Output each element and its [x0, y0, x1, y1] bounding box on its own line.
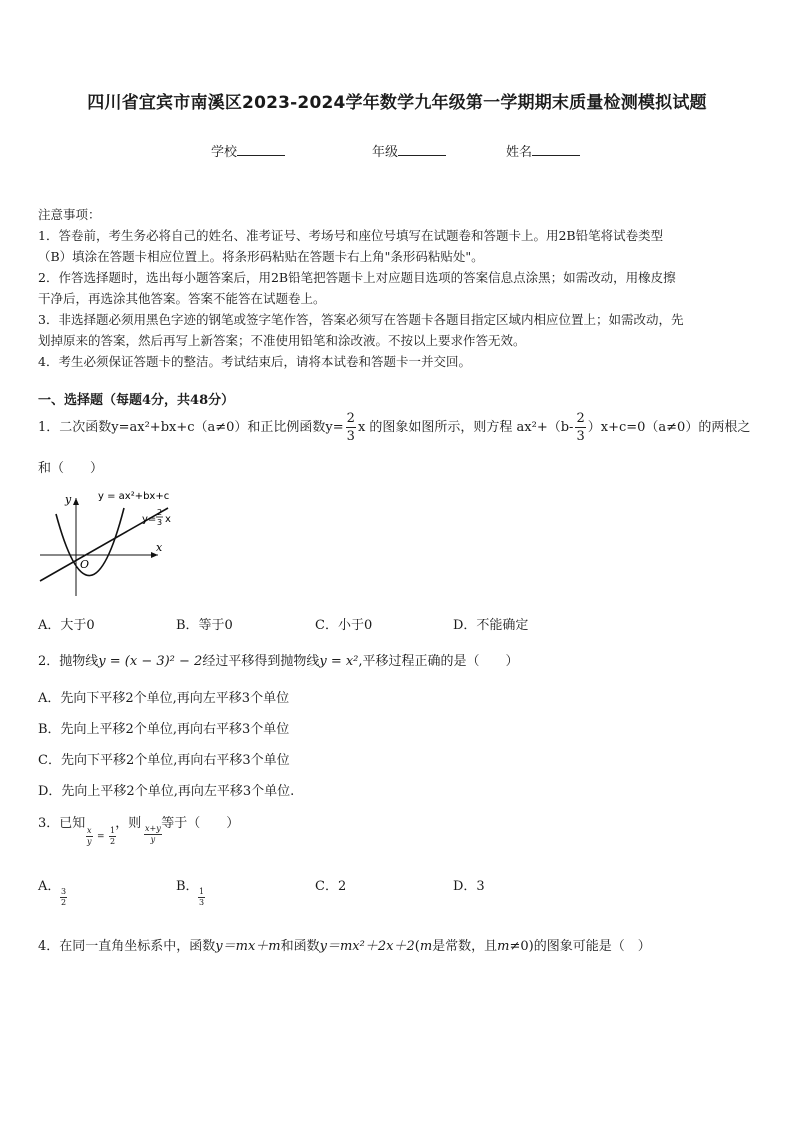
name-field: [506, 141, 580, 160]
q3-given-fraction-right: [109, 827, 116, 846]
question-1-stem-line2: 和（ ）: [38, 461, 104, 476]
fraction-numerator: 1: [110, 826, 116, 835]
page-title: 四川省宜宾市南溪区2023-2024学年数学九年级第一学期期末质量检测模拟试题: [87, 93, 707, 113]
fraction-numerator: 1: [199, 887, 205, 896]
option-label: B．: [176, 879, 199, 894]
q3-option-a[interactable]: [38, 875, 60, 894]
name-label: 姓名: [506, 145, 533, 160]
q1-option-c[interactable]: C．小于0: [315, 618, 373, 633]
q1-fraction-a: [346, 412, 356, 443]
q1-option-a[interactable]: A．大于0: [38, 618, 95, 633]
fraction-denominator: y: [86, 837, 92, 846]
q2-text-2: 经过平移得到抛物线: [202, 654, 320, 669]
x-axis-label: x: [156, 541, 163, 554]
question-1-stem: [38, 412, 750, 443]
fraction-denominator: 3: [346, 429, 355, 444]
q3-option-b[interactable]: [176, 875, 199, 894]
q2-equation-2: y = x²: [319, 654, 359, 669]
school-field: [211, 141, 285, 160]
fraction-numerator: x: [87, 826, 92, 835]
q2-equation-1: y = (x − 3)² − 2: [98, 654, 203, 669]
q1-function-graph: [38, 488, 178, 598]
grade-field: [372, 141, 446, 160]
notes-block: [38, 204, 760, 372]
line-label-denominator: 3: [157, 518, 163, 527]
q2-option-d[interactable]: D．先向上平移2个单位,再向左平移3个单位.: [38, 784, 295, 799]
question-3-stem: [38, 812, 239, 831]
q3-asked-fraction: [144, 825, 162, 844]
notes-heading: 注意事项：: [38, 207, 101, 222]
q1-fraction-b: [575, 412, 585, 443]
note-line: 1．答卷前，考生务必将自己的姓名、准考证号、考场号和座位号填写在试题卷和答题卡上。用2B铅笔将试卷类型: [38, 228, 664, 243]
q3-option-d[interactable]: D．3: [453, 879, 485, 894]
note-line: 3．非选择题必须用黑色字迹的钢笔或签字笔作答，答案必须写在答题卡各题目指定区域内相应位置上；如需改动，先: [38, 312, 684, 327]
q2-text-1: 2．抛物线: [38, 654, 99, 669]
section-heading: 一、选择题（每题4分，共48分）: [38, 393, 235, 408]
fraction-denominator: 3: [199, 898, 205, 907]
q2-option-c[interactable]: C．先向下平移2个单位,再向右平移3个单位: [38, 753, 290, 768]
q2-option-b[interactable]: B．先向上平移2个单位,再向右平移3个单位: [38, 722, 290, 737]
q4-text-1: 4．在同一直角坐标系中，函数: [38, 939, 216, 954]
q3-text-3: 等于（ ）: [161, 816, 240, 831]
y-axis-label: y: [65, 493, 72, 506]
school-blank: [237, 143, 285, 156]
q3-text-2: ，则: [115, 816, 142, 831]
q2-option-a[interactable]: A．先向下平移2个单位,再向左平移3个单位: [38, 691, 290, 706]
question-4-stem: [38, 935, 651, 954]
q4-equation-1: y＝mx＋m: [215, 939, 281, 954]
q3-given-fraction-left: [86, 827, 93, 846]
note-line: （B）填涂在答题卡相应位置上。将条形码粘贴在答题卡右上角"条形码粘贴处"。: [38, 249, 484, 264]
fraction-numerator: 3: [61, 887, 67, 896]
q4-text-3: (: [414, 939, 420, 954]
parabola-label: y = ax²+bx+c: [98, 491, 170, 502]
q1-option-d[interactable]: D．不能确定: [453, 618, 529, 633]
fraction-denominator: 2: [61, 898, 67, 907]
question-2-stem: [38, 650, 519, 669]
y-axis-arrow-icon: [73, 498, 79, 505]
fraction-numerator: 2: [346, 411, 355, 426]
q3-given-equals: =: [97, 832, 105, 842]
fraction-denominator: y: [150, 835, 156, 844]
q4-text-2: 和函数: [280, 939, 320, 954]
q4-text-4: 是常数，且: [432, 939, 498, 954]
option-label: A．: [38, 879, 61, 894]
q3-text-1: 3．已知: [38, 816, 86, 831]
grade-label: 年级: [372, 145, 399, 160]
fraction-denominator: 3: [576, 429, 585, 444]
q4-text-5: ≠0)的图象可能是（ ）: [509, 939, 651, 954]
q4-variable-m: m: [497, 939, 510, 954]
origin-label: O: [80, 558, 90, 571]
school-label: 学校: [211, 145, 238, 160]
q3-option-c[interactable]: C．2: [315, 879, 347, 894]
fraction-numerator: 2: [576, 411, 585, 426]
q2-text-3: ,平移过程正确的是（ ）: [358, 654, 519, 669]
q3-option-b-fraction: [198, 888, 205, 907]
q4-variable-m: m: [419, 939, 433, 954]
q1-text-3: ）x+c=0（a≠0）的两根之: [587, 420, 751, 435]
fraction-denominator: 2: [110, 837, 116, 846]
q1-text-2: x 的图象如图所示，则方程 ax²+（b-: [357, 420, 574, 435]
note-line: 划掉原来的答案，然后再写上新答案；不准使用铅笔和涂改液。不按以上要求作答无效。: [38, 333, 526, 348]
line-label-suffix: x: [165, 514, 171, 525]
note-line: 2．作答选择题时，选出每小题答案后，用2B铅笔把答题卡上对应题目选项的答案信息点涂黑；如需改动，用橡皮擦: [38, 270, 676, 285]
line-label-numerator: 2: [157, 508, 163, 517]
name-blank: [532, 143, 580, 156]
grade-blank: [398, 143, 446, 156]
q1-option-b[interactable]: B．等于0: [176, 618, 233, 633]
q1-text-1: 1．二次函数y=ax²+bx+c（a≠0）和正比例函数y=: [38, 420, 344, 435]
note-line: 4．考生必须保证答题卡的整洁。考试结束后，请将本试卷和答题卡一并交回。: [38, 354, 471, 369]
fraction-numerator: x+y: [145, 824, 161, 833]
line-label-prefix: y=: [142, 514, 157, 525]
note-line: 干净后，再选涂其他答案。答案不能答在试题卷上。: [38, 291, 326, 306]
q3-option-a-fraction: [60, 888, 67, 907]
q4-equation-2: y＝mx²＋2x＋2: [319, 939, 415, 954]
